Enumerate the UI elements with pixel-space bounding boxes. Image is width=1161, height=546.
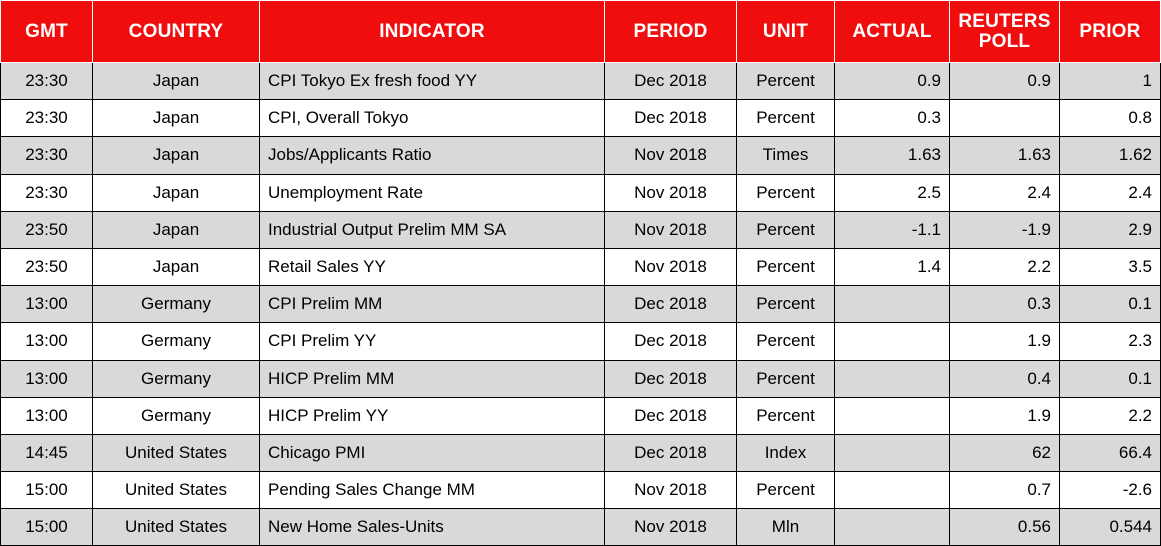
cell-gmt: 23:30 [1, 174, 93, 211]
cell-indicator: Jobs/Applicants Ratio [260, 137, 605, 174]
table-row [1, 211, 1161, 248]
cell-actual [835, 323, 950, 360]
cell-poll: 0.7 [950, 472, 1060, 509]
table-row [1, 360, 1161, 397]
column-header-poll[interactable]: REUTERS POLL [950, 1, 1060, 63]
cell-gmt: 13:00 [1, 286, 93, 323]
table-row [1, 434, 1161, 471]
cell-period: Nov 2018 [605, 472, 737, 509]
cell-gmt: 23:30 [1, 100, 93, 137]
cell-poll: 2.2 [950, 248, 1060, 285]
cell-indicator: CPI Prelim YY [260, 323, 605, 360]
cell-period: Nov 2018 [605, 248, 737, 285]
cell-poll: 0.3 [950, 286, 1060, 323]
cell-indicator: Unemployment Rate [260, 174, 605, 211]
cell-unit: Percent [737, 211, 835, 248]
cell-prior: 66.4 [1060, 434, 1161, 471]
cell-indicator: HICP Prelim MM [260, 360, 605, 397]
cell-poll: 0.4 [950, 360, 1060, 397]
table-row [1, 397, 1161, 434]
cell-gmt: 14:45 [1, 434, 93, 471]
table-header [1, 1, 1161, 63]
cell-gmt: 13:00 [1, 397, 93, 434]
cell-gmt: 23:30 [1, 137, 93, 174]
cell-period: Nov 2018 [605, 137, 737, 174]
cell-prior: 2.4 [1060, 174, 1161, 211]
cell-actual [835, 472, 950, 509]
cell-poll: 1.9 [950, 397, 1060, 434]
cell-prior: -2.6 [1060, 472, 1161, 509]
cell-country: Japan [93, 248, 260, 285]
cell-indicator: Pending Sales Change MM [260, 472, 605, 509]
cell-poll [950, 100, 1060, 137]
table-row [1, 509, 1161, 546]
cell-country: Germany [93, 323, 260, 360]
cell-actual [835, 509, 950, 546]
cell-unit: Percent [737, 323, 835, 360]
table-row [1, 248, 1161, 285]
table-row [1, 174, 1161, 211]
cell-country: United States [93, 509, 260, 546]
table-row [1, 286, 1161, 323]
column-header-gmt[interactable]: GMT [1, 1, 93, 63]
table-row [1, 137, 1161, 174]
cell-poll: 2.4 [950, 174, 1060, 211]
cell-country: Japan [93, 211, 260, 248]
cell-actual: 1.4 [835, 248, 950, 285]
cell-period: Dec 2018 [605, 63, 737, 100]
cell-gmt: 23:50 [1, 211, 93, 248]
cell-prior: 3.5 [1060, 248, 1161, 285]
cell-actual [835, 286, 950, 323]
cell-period: Dec 2018 [605, 323, 737, 360]
cell-country: Japan [93, 100, 260, 137]
cell-unit: Percent [737, 286, 835, 323]
cell-country: Germany [93, 360, 260, 397]
cell-gmt: 23:50 [1, 248, 93, 285]
cell-prior: 1 [1060, 63, 1161, 100]
cell-indicator: CPI Prelim MM [260, 286, 605, 323]
cell-period: Nov 2018 [605, 211, 737, 248]
cell-unit: Percent [737, 174, 835, 211]
cell-country: United States [93, 434, 260, 471]
cell-poll: 62 [950, 434, 1060, 471]
column-header-prior[interactable]: PRIOR [1060, 1, 1161, 63]
cell-gmt: 13:00 [1, 360, 93, 397]
cell-actual [835, 434, 950, 471]
cell-actual: -1.1 [835, 211, 950, 248]
cell-country: Japan [93, 174, 260, 211]
cell-poll: 1.9 [950, 323, 1060, 360]
cell-period: Dec 2018 [605, 434, 737, 471]
cell-period: Dec 2018 [605, 360, 737, 397]
cell-poll: -1.9 [950, 211, 1060, 248]
cell-poll: 0.56 [950, 509, 1060, 546]
cell-prior: 0.544 [1060, 509, 1161, 546]
cell-unit: Percent [737, 472, 835, 509]
table-body [1, 63, 1161, 546]
cell-country: Germany [93, 286, 260, 323]
cell-unit: Percent [737, 397, 835, 434]
cell-indicator: Retail Sales YY [260, 248, 605, 285]
table-row [1, 63, 1161, 100]
cell-period: Dec 2018 [605, 100, 737, 137]
cell-unit: Index [737, 434, 835, 471]
cell-indicator: Chicago PMI [260, 434, 605, 471]
cell-indicator: HICP Prelim YY [260, 397, 605, 434]
cell-indicator: CPI, Overall Tokyo [260, 100, 605, 137]
cell-prior: 0.8 [1060, 100, 1161, 137]
cell-actual: 0.3 [835, 100, 950, 137]
cell-unit: Times [737, 137, 835, 174]
column-header-actual[interactable]: ACTUAL [835, 1, 950, 63]
cell-actual [835, 397, 950, 434]
column-header-period[interactable]: PERIOD [605, 1, 737, 63]
cell-actual: 1.63 [835, 137, 950, 174]
cell-prior: 2.3 [1060, 323, 1161, 360]
cell-indicator: New Home Sales-Units [260, 509, 605, 546]
table-row [1, 323, 1161, 360]
cell-poll: 0.9 [950, 63, 1060, 100]
cell-gmt: 23:30 [1, 63, 93, 100]
cell-indicator: Industrial Output Prelim MM SA [260, 211, 605, 248]
cell-prior: 0.1 [1060, 286, 1161, 323]
cell-actual: 0.9 [835, 63, 950, 100]
cell-period: Dec 2018 [605, 286, 737, 323]
table-header-row [1, 1, 1161, 63]
cell-gmt: 15:00 [1, 472, 93, 509]
cell-actual: 2.5 [835, 174, 950, 211]
cell-prior: 2.2 [1060, 397, 1161, 434]
cell-country: Japan [93, 137, 260, 174]
cell-period: Nov 2018 [605, 174, 737, 211]
cell-prior: 2.9 [1060, 211, 1161, 248]
cell-poll: 1.63 [950, 137, 1060, 174]
cell-indicator: CPI Tokyo Ex fresh food YY [260, 63, 605, 100]
cell-gmt: 13:00 [1, 323, 93, 360]
cell-unit: Percent [737, 100, 835, 137]
table-row [1, 472, 1161, 509]
column-header-indicator[interactable]: INDICATOR [260, 1, 605, 63]
cell-gmt: 15:00 [1, 509, 93, 546]
column-header-unit[interactable]: UNIT [737, 1, 835, 63]
cell-period: Dec 2018 [605, 397, 737, 434]
table-row [1, 100, 1161, 137]
cell-prior: 0.1 [1060, 360, 1161, 397]
cell-country: United States [93, 472, 260, 509]
cell-country: Japan [93, 63, 260, 100]
cell-unit: Percent [737, 63, 835, 100]
cell-prior: 1.62 [1060, 137, 1161, 174]
column-header-country[interactable]: COUNTRY [93, 1, 260, 63]
cell-country: Germany [93, 397, 260, 434]
cell-period: Nov 2018 [605, 509, 737, 546]
cell-unit: Percent [737, 248, 835, 285]
cell-actual [835, 360, 950, 397]
cell-unit: Mln [737, 509, 835, 546]
cell-unit: Percent [737, 360, 835, 397]
